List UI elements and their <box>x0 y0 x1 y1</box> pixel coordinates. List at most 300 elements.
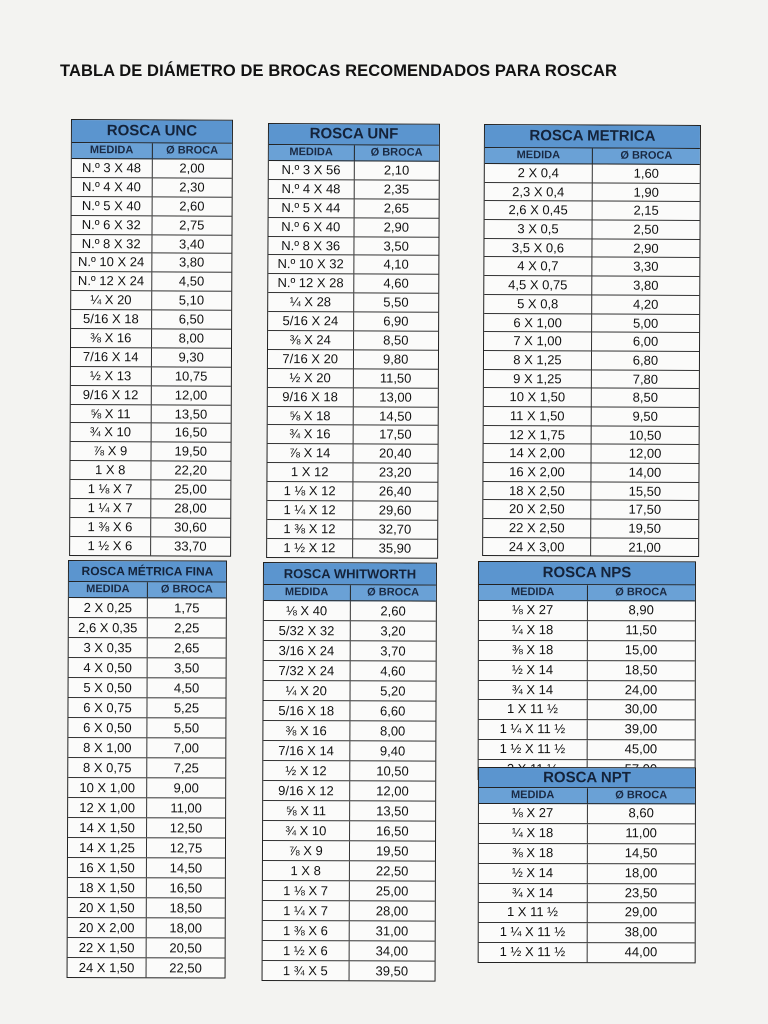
cell-broca: 16,50 <box>174 424 208 441</box>
table-row <box>479 661 695 681</box>
table-row <box>71 348 231 368</box>
table-row <box>264 661 436 682</box>
cell-broca: 22,20 <box>174 462 208 478</box>
cell-broca: 9,40 <box>379 743 406 759</box>
table-row <box>484 220 699 240</box>
table-row <box>68 858 225 879</box>
cell-medida: ¼ X 20 <box>264 681 351 700</box>
cell-broca: 3,50 <box>383 238 409 254</box>
table-row <box>69 658 226 679</box>
table-row <box>479 804 695 824</box>
table-row <box>479 720 695 740</box>
table-row <box>483 519 698 539</box>
cell-broca: 39,00 <box>624 721 658 737</box>
cell-medida: 8 X 1,25 <box>484 351 592 369</box>
cell-broca: 9,00 <box>173 780 199 796</box>
cell-broca: 22,50 <box>375 863 409 879</box>
table-row <box>268 350 438 370</box>
cell-broca: 6,60 <box>380 703 406 719</box>
cell-broca: 3,80 <box>633 277 659 293</box>
cell-broca: 2,90 <box>383 219 409 235</box>
column-header-row <box>69 582 226 599</box>
cell-broca: 6,80 <box>632 352 659 368</box>
cell-broca: 33,70 <box>174 538 207 554</box>
column-header-row <box>479 585 695 601</box>
cell-broca: 2,00 <box>179 160 205 176</box>
cell-broca: 20,50 <box>169 940 202 956</box>
cell-medida: 5 X 0,8 <box>484 295 592 313</box>
cell-medida: 22 X 2,50 <box>483 519 591 537</box>
cell-medida: ¼ X 20 <box>71 291 152 309</box>
table-row <box>268 312 438 332</box>
cell-broca: 12,50 <box>169 820 203 836</box>
cell-medida: 9/16 X 12 <box>263 781 350 800</box>
cell-broca: 8,00 <box>379 723 406 739</box>
cell-medida: 8 X 0,75 <box>68 758 147 777</box>
cell-broca: 3,50 <box>173 660 200 676</box>
cell-broca: 11,50 <box>625 622 657 638</box>
table-row <box>263 701 435 722</box>
table-row <box>483 482 698 502</box>
table-row <box>484 388 699 408</box>
table-row <box>484 239 699 259</box>
table-title: ROSCA MÉTRICA FINA <box>69 561 226 583</box>
cell-broca: 23,50 <box>624 884 658 900</box>
cell-medida: 1 X 8 <box>70 461 151 479</box>
cell-medida: 5/16 X 18 <box>263 701 350 720</box>
cell-broca: 14,50 <box>624 845 658 861</box>
cell-broca: 12,00 <box>628 445 662 462</box>
column-header-broca: Ø BROCA <box>367 586 420 599</box>
table-row <box>263 881 435 902</box>
cell-medida: N.º 8 X 32 <box>71 235 152 253</box>
table-row <box>263 861 435 882</box>
table-row <box>71 367 231 387</box>
table-row <box>484 276 699 296</box>
cell-broca: 2,10 <box>383 162 410 178</box>
table-row <box>485 201 700 221</box>
column-header-medida: MEDIDA <box>269 145 355 160</box>
table-row <box>264 601 436 622</box>
table-row <box>484 314 699 334</box>
cell-medida: 3 X 0,5 <box>485 220 593 238</box>
table-row <box>268 255 438 275</box>
cell-medida: 1 ¼ X 11 ½ <box>479 923 588 942</box>
cell-broca: 21,00 <box>628 539 661 555</box>
cell-medida: 3,5 X 0,6 <box>484 239 592 257</box>
table-row <box>263 761 435 782</box>
table-row <box>70 537 230 556</box>
cell-medida: 2,3 X 0,4 <box>485 183 593 201</box>
cell-broca: 11,00 <box>625 825 657 841</box>
cell-medida: 5 X 0,50 <box>69 678 148 697</box>
table-rosca-metrica-fina <box>67 560 227 979</box>
table-row <box>268 425 438 445</box>
table-row <box>263 801 435 822</box>
table-row <box>264 641 436 662</box>
cell-medida: 1 ½ X 11 ½ <box>479 943 588 962</box>
table-title: ROSCA METRICA <box>485 125 700 149</box>
cell-broca: 14,50 <box>169 860 203 876</box>
cell-medida: 4 X 0,7 <box>484 257 592 275</box>
column-header-medida: MEDIDA <box>264 585 351 600</box>
cell-medida: 1 ¼ X 11 ½ <box>479 720 588 739</box>
column-header-medida: MEDIDA <box>479 788 588 803</box>
cell-broca: 7,25 <box>173 760 199 776</box>
cell-medida: 1 X 11 ½ <box>479 903 588 922</box>
table-row <box>71 423 231 443</box>
table-row <box>267 501 437 521</box>
cell-medida: 1 ¼ X 7 <box>263 901 350 920</box>
cell-medida: ⅝ X 11 <box>71 405 152 423</box>
column-header-broca: Ø BROCA <box>370 146 423 159</box>
table-row <box>68 898 225 919</box>
cell-medida: ⅛ X 40 <box>264 601 351 620</box>
cell-medida: N.º 4 X 48 <box>269 180 355 198</box>
table-row <box>269 180 439 200</box>
cell-medida: 7/16 X 14 <box>71 348 152 366</box>
cell-medida: 12 X 1,00 <box>68 798 147 817</box>
cell-broca: 19,50 <box>174 443 208 459</box>
cell-broca: 28,00 <box>375 903 409 919</box>
cell-broca: 5,10 <box>178 292 205 308</box>
table-row <box>267 463 437 483</box>
cell-broca: 16,50 <box>376 823 409 839</box>
column-header-broca: Ø BROCA <box>615 586 668 599</box>
cell-medida: N.º 8 X 36 <box>268 237 354 255</box>
table-row <box>71 329 231 349</box>
table-row <box>69 598 226 619</box>
cell-broca: 3,70 <box>380 643 406 659</box>
cell-broca: 2,75 <box>179 217 205 233</box>
table-row <box>263 941 435 962</box>
table-row <box>484 370 699 390</box>
cell-medida: 1 X 11 ½ <box>479 700 588 719</box>
cell-medida: 22 X 1,50 <box>68 938 147 957</box>
cell-medida: N.º 3 X 48 <box>72 159 153 177</box>
cell-medida: N.º 6 X 32 <box>72 216 153 234</box>
table-row <box>71 405 231 425</box>
cell-broca: 2,65 <box>174 640 200 656</box>
table-row <box>68 718 225 739</box>
table-row <box>71 272 231 292</box>
cell-medida: 20 X 1,50 <box>68 898 147 917</box>
cell-broca: 17,50 <box>628 502 662 518</box>
cell-medida: 8 X 1,00 <box>68 738 147 757</box>
cell-broca: 16,50 <box>169 880 203 896</box>
cell-medida: ¾ X 10 <box>71 423 152 441</box>
cell-broca: 25,00 <box>375 883 409 899</box>
cell-broca: 4,50 <box>178 273 205 289</box>
table-row <box>71 386 231 406</box>
cell-medida: 5/16 X 24 <box>268 312 354 330</box>
table-title: ROSCA NPT <box>479 768 695 788</box>
cell-medida: ⅜ X 16 <box>263 721 350 740</box>
table-rosca-nps <box>478 561 696 780</box>
table-row <box>68 798 225 819</box>
table-row <box>484 444 699 464</box>
column-header-medida: MEDIDA <box>69 582 148 597</box>
table-row <box>69 678 226 699</box>
column-header-row <box>485 148 700 165</box>
cell-broca: 15,00 <box>624 642 658 658</box>
cell-broca: 3,40 <box>179 236 205 252</box>
cell-medida: N.º 4 X 40 <box>72 178 153 196</box>
table-row <box>70 518 230 538</box>
cell-broca: 38,00 <box>624 924 658 940</box>
cell-medida: 6 X 0,75 <box>68 698 147 717</box>
cell-medida: 6 X 0,50 <box>68 718 147 737</box>
cell-medida: ¼ X 18 <box>479 824 588 843</box>
cell-broca: 6,50 <box>178 311 205 327</box>
table-row <box>479 641 695 661</box>
cell-medida: 10 X 1,00 <box>68 778 147 797</box>
cell-broca: 9,80 <box>383 351 409 367</box>
table-title: ROSCA WHITWORTH <box>264 563 436 586</box>
cell-medida: 1 ⅜ X 6 <box>70 518 151 536</box>
cell-medida: ½ X 14 <box>479 661 588 680</box>
cell-medida: 14 X 1,25 <box>68 838 147 857</box>
table-row <box>484 332 699 352</box>
cell-medida: ¼ X 28 <box>268 293 354 311</box>
table-row <box>483 463 698 483</box>
table-row <box>479 740 695 760</box>
cell-broca: 9,50 <box>632 408 658 424</box>
cell-medida: ⅜ X 16 <box>71 329 152 347</box>
cell-medida: 7 X 1,00 <box>484 332 592 350</box>
cell-broca: 8,90 <box>628 602 654 618</box>
table-row <box>72 197 232 217</box>
cell-broca: 26,40 <box>378 483 412 499</box>
cell-broca: 30,60 <box>174 519 207 535</box>
table-row <box>479 700 695 720</box>
table-rosca-metrica <box>482 124 701 557</box>
table-row <box>263 901 435 922</box>
table-row <box>68 778 225 799</box>
table-row <box>263 841 435 862</box>
cell-medida: 1 ¾ X 5 <box>263 961 350 980</box>
cell-broca: 22,50 <box>169 960 202 976</box>
table-row <box>263 921 435 942</box>
cell-medida: 7/16 X 14 <box>263 741 350 760</box>
column-header-row <box>269 145 439 162</box>
table-row <box>263 821 435 842</box>
cell-medida: 1 ⅛ X 7 <box>263 881 350 900</box>
table-title: ROSCA UNF <box>269 124 439 146</box>
cell-broca: 18,50 <box>624 661 658 677</box>
column-header-row <box>72 143 232 160</box>
cell-broca: 14,50 <box>379 408 412 424</box>
table-rosca-npt <box>478 767 696 964</box>
cell-broca: 6,90 <box>383 313 409 329</box>
cell-broca: 45,00 <box>624 741 658 757</box>
cell-medida: ½ X 12 <box>263 761 350 780</box>
cell-broca: 19,50 <box>375 843 409 859</box>
table-row <box>68 818 225 839</box>
table-row <box>268 407 438 427</box>
table-row <box>70 499 230 519</box>
cell-broca: 5,20 <box>380 683 406 699</box>
cell-broca: 29,60 <box>378 502 412 518</box>
cell-medida: 12 X 1,75 <box>484 426 592 444</box>
cell-medida: 16 X 1,50 <box>68 858 147 877</box>
table-title: ROSCA UNC <box>72 120 232 144</box>
cell-broca: 17,50 <box>379 426 412 443</box>
cell-broca: 12,00 <box>376 783 409 799</box>
cell-medida: ⅝ X 18 <box>268 407 354 425</box>
cell-medida: 7/16 X 20 <box>268 350 354 368</box>
cell-broca: 12,00 <box>174 387 208 403</box>
table-row <box>68 958 225 978</box>
cell-medida: 9/16 X 18 <box>268 388 354 406</box>
cell-medida: 4 X 0,50 <box>69 658 148 677</box>
column-header-broca: Ø BROCA <box>160 583 213 596</box>
table-row <box>268 237 438 257</box>
table-row <box>68 938 225 959</box>
cell-broca: 4,20 <box>633 296 659 312</box>
cell-broca: 18,00 <box>169 920 203 936</box>
table-row <box>485 183 700 203</box>
cell-broca: 23,20 <box>378 464 412 480</box>
cell-broca: 6,00 <box>632 333 659 349</box>
cell-medida: 1 ½ X 11 ½ <box>479 740 588 759</box>
table-row <box>484 426 699 446</box>
table-row <box>71 235 231 255</box>
table-row <box>268 369 438 389</box>
cell-medida: ⅞ X 14 <box>268 444 354 462</box>
cell-medida: N.º 12 X 24 <box>71 272 152 290</box>
cell-broca: 24,00 <box>624 681 658 697</box>
cell-broca: 10,50 <box>376 763 409 779</box>
table-row <box>483 500 698 520</box>
table-row <box>69 638 226 659</box>
cell-medida: 1 X 12 <box>267 463 353 481</box>
table-row <box>71 216 231 236</box>
cell-medida: 1 X 8 <box>263 861 350 880</box>
table-row <box>269 199 439 219</box>
table-row <box>69 618 226 639</box>
table-row <box>263 741 435 762</box>
cell-medida: N.º 3 X 56 <box>269 161 355 179</box>
cell-broca: 2,90 <box>633 240 659 256</box>
cell-broca: 13,50 <box>174 406 208 422</box>
cell-medida: N.º 6 X 40 <box>269 218 355 236</box>
table-row <box>68 698 225 719</box>
table-row <box>263 721 435 742</box>
table-row <box>68 878 225 899</box>
cell-broca: 10,75 <box>174 368 208 384</box>
cell-broca: 5,00 <box>632 315 659 331</box>
table-row <box>68 918 225 939</box>
cell-medida: 1 ½ X 6 <box>263 941 350 960</box>
cell-medida: 2,6 X 0,35 <box>69 618 148 637</box>
cell-broca: 31,00 <box>375 923 409 939</box>
cell-medida: 24 X 3,00 <box>483 538 591 556</box>
cell-broca: 25,00 <box>174 481 207 497</box>
cell-broca: 18,00 <box>624 864 658 880</box>
cell-broca: 2,50 <box>633 221 659 237</box>
table-row <box>268 444 438 464</box>
cell-broca: 5,25 <box>173 700 200 716</box>
column-header-row <box>264 585 436 602</box>
cell-broca: 1,90 <box>633 184 659 200</box>
cell-medida: 20 X 2,50 <box>483 500 591 518</box>
cell-broca: 12,75 <box>169 840 203 856</box>
cell-broca: 29,00 <box>624 904 658 920</box>
table-title: ROSCA NPS <box>479 562 695 585</box>
cell-medida: 2 X 0,4 <box>485 164 593 182</box>
table-row <box>72 178 232 198</box>
cell-medida: N.º 10 X 32 <box>268 255 354 273</box>
cell-medida: 9 X 1,25 <box>484 370 592 388</box>
table-rosca-unc <box>69 119 233 556</box>
cell-broca: 7,80 <box>632 371 659 387</box>
cell-medida: ½ X 14 <box>479 864 588 883</box>
table-row <box>479 621 695 641</box>
cell-medida: 1 ⅛ X 7 <box>70 480 151 498</box>
cell-broca: 2,35 <box>383 181 410 197</box>
cell-medida: N.º 12 X 28 <box>268 274 354 292</box>
table-row <box>484 295 699 315</box>
cell-medida: ⅞ X 9 <box>71 442 152 460</box>
cell-medida: ½ X 13 <box>71 367 152 385</box>
table-row <box>267 482 437 502</box>
cell-medida: 1 ½ X 12 <box>267 539 353 557</box>
cell-broca: 8,50 <box>383 332 409 348</box>
column-header-medida: MEDIDA <box>479 585 588 600</box>
table-row <box>484 351 699 371</box>
table-row <box>263 781 435 802</box>
cell-broca: 7,00 <box>173 740 200 756</box>
cell-medida: N.º 5 X 40 <box>72 197 153 215</box>
cell-medida: 16 X 2,00 <box>483 463 591 481</box>
cell-broca: 28,00 <box>174 500 207 516</box>
table-row <box>268 388 438 408</box>
cell-medida: 1 ⅜ X 12 <box>267 520 353 538</box>
table-row <box>484 257 699 277</box>
table-row <box>268 274 438 294</box>
cell-broca: 30,00 <box>624 701 658 717</box>
cell-medida: 3 X 0,35 <box>69 638 148 657</box>
cell-broca: 3,20 <box>380 623 406 639</box>
cell-medida: 10 X 1,50 <box>484 388 592 406</box>
cell-broca: 15,50 <box>628 483 662 499</box>
table-row <box>485 164 700 184</box>
table-row <box>71 442 231 462</box>
table-row <box>269 218 439 238</box>
cell-medida: N.º 5 X 44 <box>269 199 355 217</box>
column-header-broca: Ø BROCA <box>166 144 219 157</box>
cell-medida: 20 X 2,00 <box>68 918 147 937</box>
cell-medida: ⅝ X 11 <box>263 801 350 820</box>
cell-broca: 2,60 <box>380 603 406 619</box>
cell-medida: 18 X 2,50 <box>483 482 591 500</box>
column-header-row <box>479 788 695 804</box>
table-row <box>479 864 695 884</box>
cell-medida: 2,6 X 0,45 <box>485 201 593 219</box>
column-header-medida: MEDIDA <box>485 148 593 163</box>
cell-broca: 32,70 <box>378 521 412 537</box>
cell-medida: 1 ½ X 6 <box>70 537 151 555</box>
cell-broca: 11,50 <box>379 370 412 386</box>
cell-medida: ¾ X 14 <box>479 681 588 700</box>
table-row <box>269 161 439 181</box>
cell-broca: 3,30 <box>633 259 659 275</box>
cell-broca: 20,40 <box>378 445 412 461</box>
cell-broca: 2,65 <box>383 200 410 216</box>
cell-medida: 1 ¼ X 7 <box>70 499 151 517</box>
cell-broca: 8,00 <box>178 330 204 346</box>
